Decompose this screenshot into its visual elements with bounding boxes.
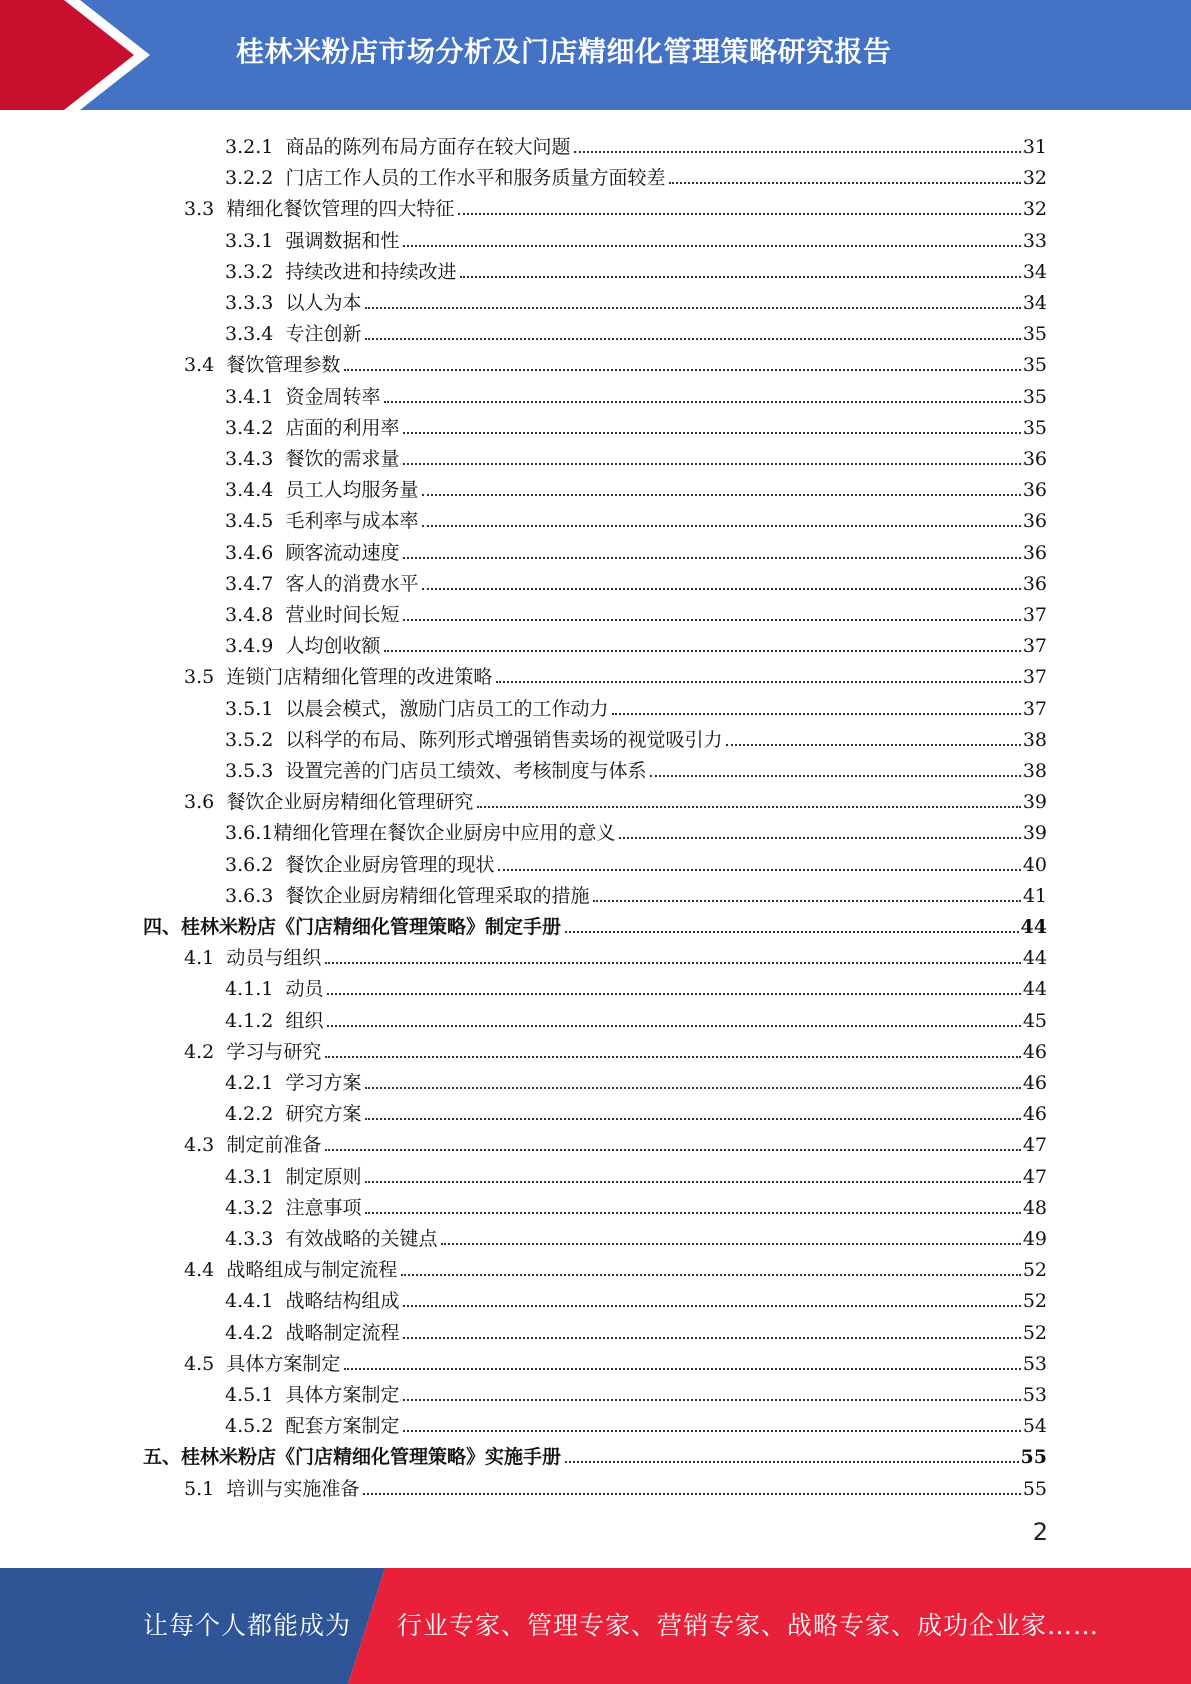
toc-entry[interactable] <box>0 439 1191 470</box>
toc-entry[interactable] <box>0 189 1191 220</box>
toc-entry[interactable] <box>0 158 1191 189</box>
toc-entry-title: 注意事项 <box>285 1196 362 1219</box>
toc-entry-title: 顾客流动速度 <box>285 541 400 564</box>
toc-entry[interactable] <box>0 1313 1191 1344</box>
header-banner <box>0 0 1191 110</box>
toc-entry[interactable] <box>0 845 1191 876</box>
toc-dot-leader <box>365 1181 1020 1183</box>
toc-entry-number: 3.5.1 <box>225 697 274 720</box>
toc-entry[interactable] <box>0 1125 1191 1156</box>
toc-entry-title: 学习与研究 <box>226 1040 322 1063</box>
document-title: 桂林米粉店市场分析及门店精细化管理策略研究报告 <box>236 35 892 68</box>
toc-dot-leader <box>669 182 1020 184</box>
page-number: 2 <box>1032 1518 1048 1546</box>
toc-entry-page: 36 <box>1022 541 1047 564</box>
toc-entry-number: 3.5 <box>184 666 215 689</box>
toc-entry[interactable] <box>0 1375 1191 1406</box>
toc-entry[interactable] <box>0 1001 1191 1032</box>
toc-entry-page: 35 <box>1022 416 1047 439</box>
toc-entry[interactable] <box>0 564 1191 595</box>
toc-entry-number: 3.4.5 <box>225 510 274 533</box>
toc-entry[interactable] <box>0 1188 1191 1219</box>
toc-dot-leader <box>565 931 1019 933</box>
toc-dot-leader <box>325 962 1020 964</box>
toc-entry-page: 38 <box>1022 760 1047 782</box>
toc-entry-page: 38 <box>1022 728 1047 751</box>
toc-entry[interactable] <box>0 221 1191 252</box>
toc-entry-title: 以科学的布局、陈列形式增强销售卖场的视觉吸引力 <box>285 728 723 751</box>
toc-dot-leader <box>403 557 1020 559</box>
toc-entry-number: 3.4 <box>184 354 215 377</box>
toc-entry-title: 具体方案制定 <box>285 1384 400 1406</box>
toc-dot-leader <box>460 276 1020 278</box>
toc-entry-number: 4.1 <box>184 947 215 970</box>
toc-dot-leader <box>403 245 1020 247</box>
toc-entry-page: 33 <box>1022 229 1047 252</box>
toc-entry-page: 32 <box>1022 198 1047 221</box>
toc-entry-title: 餐饮的需求量 <box>285 448 400 470</box>
toc-entry-page: 37 <box>1022 697 1047 720</box>
toc-dot-leader <box>344 369 1020 371</box>
toc-entry-title: 战略结构组成 <box>285 1290 400 1313</box>
toc-dot-leader <box>403 619 1020 621</box>
toc-entry-title: 餐饮企业厨房管理的现状 <box>285 853 495 876</box>
toc-dot-leader <box>498 869 1020 871</box>
toc-entry-title: 营业时间长短 <box>285 604 400 626</box>
toc-dot-leader <box>327 1025 1020 1027</box>
toc-entry-page: 53 <box>1022 1352 1047 1375</box>
toc-dot-leader <box>365 1212 1020 1214</box>
toc-entry[interactable] <box>0 657 1191 688</box>
toc-dot-leader <box>384 401 1020 403</box>
toc-entry-page: 44 <box>1020 916 1047 938</box>
toc-entry-title: 桂林米粉店《门店精细化管理策略》制定手册 <box>181 916 562 938</box>
toc-entry[interactable] <box>0 595 1191 626</box>
toc-entry[interactable] <box>0 782 1191 813</box>
toc-entry-number: 4.4 <box>184 1259 215 1282</box>
toc-entry-number: 3.4.2 <box>225 416 274 439</box>
toc-entry-page: 55 <box>1020 1446 1047 1469</box>
toc-entry-title: 精细化餐饮管理的四大特征 <box>226 198 455 221</box>
toc-entry-page: 40 <box>1022 853 1047 876</box>
toc-dot-leader <box>365 1118 1020 1120</box>
toc-entry-number: 3.4.8 <box>225 604 274 626</box>
toc-entry-title: 人均创收额 <box>285 635 381 658</box>
toc-entry-title: 毛利率与成本率 <box>285 510 419 533</box>
toc-entry-number: 3.3.2 <box>225 260 274 283</box>
footer-banner <box>0 1568 1191 1684</box>
toc-entry[interactable] <box>0 1157 1191 1188</box>
toc-entry-page: 44 <box>1022 947 1047 970</box>
toc-entry-number: 3.3 <box>184 198 215 221</box>
toc-entry-title: 强调数据和性 <box>285 229 400 252</box>
toc-entry-title: 店面的利用率 <box>285 416 400 439</box>
toc-entry-page: 53 <box>1022 1384 1047 1406</box>
toc-dot-leader <box>363 1493 1020 1495</box>
toc-entry-title: 制定前准备 <box>226 1134 322 1157</box>
toc-entry-number: 3.3.4 <box>225 323 274 346</box>
toc-dot-leader <box>422 525 1020 527</box>
toc-entry-page: 36 <box>1022 479 1047 502</box>
toc-entry-title: 学习方案 <box>285 1072 362 1094</box>
toc-entry-number: 4.3.3 <box>225 1228 274 1250</box>
toc-entry[interactable] <box>0 470 1191 501</box>
toc-entry-number: 3.4.1 <box>225 385 274 408</box>
toc-dot-leader <box>403 1430 1020 1432</box>
toc-entry-page: 49 <box>1022 1228 1047 1250</box>
toc-entry-number: 3.6 <box>184 791 215 814</box>
toc-entry-number: 4.1.2 <box>225 1009 274 1032</box>
toc-entry-title: 精细化管理在餐饮企业厨房中应用的意义 <box>273 822 616 845</box>
toc-entry-title: 动员与组织 <box>226 947 322 970</box>
toc-entry-number: 4.3 <box>184 1134 215 1157</box>
toc-entry-number: 3.4.9 <box>225 635 274 658</box>
toc-entry-title: 组织 <box>285 1009 324 1032</box>
toc-dot-leader <box>612 713 1020 715</box>
toc-dot-leader <box>344 1368 1020 1370</box>
toc-entry-title: 员工人均服务量 <box>285 479 419 502</box>
toc-dot-leader <box>565 1461 1019 1463</box>
toc-entry-page: 47 <box>1022 1134 1047 1157</box>
toc-entry[interactable] <box>0 1437 1191 1468</box>
toc-entry-page: 54 <box>1022 1415 1047 1438</box>
toc-entry-number: 4.3.2 <box>225 1196 274 1219</box>
toc-entry-title: 客人的消费水平 <box>285 572 419 595</box>
toc-entry-page: 46 <box>1022 1072 1047 1094</box>
toc-entry[interactable] <box>0 501 1191 532</box>
toc-entry-number: 3.3.1 <box>225 229 274 252</box>
toc-entry[interactable] <box>0 1469 1191 1500</box>
toc-entry-number: 4.1.1 <box>225 978 274 1001</box>
toc-dot-leader <box>365 307 1020 309</box>
toc-entry[interactable] <box>0 1281 1191 1312</box>
toc-entry[interactable] <box>0 1094 1191 1125</box>
toc-entry-page: 45 <box>1022 1009 1047 1032</box>
toc-entry-page: 35 <box>1022 354 1047 377</box>
toc-entry[interactable] <box>0 283 1191 314</box>
toc-entry-number: 4.2 <box>184 1040 215 1063</box>
toc-entry-title: 以晨会模式，激励门店员工的工作动力 <box>285 697 609 720</box>
toc-entry-number: 4.5.2 <box>225 1415 274 1438</box>
toc-entry-page: 41 <box>1022 884 1047 907</box>
toc-entry-number: 3.4.7 <box>225 572 274 595</box>
toc-dot-leader <box>365 338 1020 340</box>
toc-entry-page: 55 <box>1022 1477 1047 1500</box>
toc-entry[interactable] <box>0 408 1191 439</box>
toc-entry-number: 四、 <box>143 916 182 938</box>
toc-dot-leader <box>403 432 1020 434</box>
toc-entry[interactable] <box>0 938 1191 969</box>
toc-entry[interactable] <box>0 689 1191 720</box>
toc-entry-title: 研究方案 <box>285 1103 362 1126</box>
toc-entry-title: 餐饮管理参数 <box>226 354 341 377</box>
toc-entry-page: 36 <box>1022 572 1047 595</box>
toc-entry-page: 36 <box>1022 448 1047 470</box>
toc-entry-number: 3.2.1 <box>225 136 274 158</box>
toc-dot-leader <box>619 837 1020 839</box>
header-arrow-icon <box>0 0 160 110</box>
toc-entry-number: 4.5 <box>184 1352 215 1375</box>
toc-entry-page: 46 <box>1022 1040 1047 1063</box>
toc-entry-title: 持续改进和持续改进 <box>285 260 457 283</box>
toc-entry-number: 4.4.2 <box>225 1321 274 1344</box>
toc-entry-page: 35 <box>1022 385 1047 408</box>
toc-dot-leader <box>650 775 1020 777</box>
toc-entry-title: 商品的陈列布局方面存在较大问题 <box>285 136 571 158</box>
toc-entry-page: 44 <box>1022 978 1047 1001</box>
toc-entry[interactable] <box>0 1406 1191 1437</box>
toc-dot-leader <box>401 1274 1020 1276</box>
toc-dot-leader <box>403 1399 1020 1401</box>
toc-entry-number: 3.3.3 <box>225 292 274 314</box>
toc-dot-leader <box>403 1337 1020 1339</box>
toc-entry[interactable] <box>0 345 1191 376</box>
toc-entry-number: 4.2.2 <box>225 1103 274 1126</box>
toc-entry-page: 46 <box>1022 1103 1047 1126</box>
toc-entry-page: 32 <box>1022 167 1047 190</box>
toc-entry-title: 餐饮企业厨房精细化管理研究 <box>226 791 474 814</box>
toc-entry[interactable] <box>0 314 1191 345</box>
toc-dot-leader <box>422 494 1020 496</box>
toc-entry-title: 制定原则 <box>285 1165 362 1188</box>
toc-entry-title: 连锁门店精细化管理的改进策略 <box>226 666 493 689</box>
toc-dot-leader <box>325 1056 1020 1058</box>
toc-entry-page: 37 <box>1022 635 1047 658</box>
toc-entry-page: 37 <box>1022 604 1047 626</box>
toc-dot-leader <box>458 213 1020 215</box>
toc-dot-leader <box>441 1243 1020 1245</box>
toc-entry-number: 3.6.2 <box>225 853 274 876</box>
toc-entry[interactable] <box>0 252 1191 283</box>
toc-dot-leader <box>574 151 1020 153</box>
toc-dot-leader <box>384 650 1020 652</box>
toc-dot-leader <box>403 463 1020 465</box>
toc-entry[interactable] <box>0 1032 1191 1063</box>
toc-entry-number: 3.6.3 <box>225 884 274 907</box>
toc-entry[interactable] <box>0 813 1191 844</box>
toc-dot-leader <box>726 744 1020 746</box>
toc-entry-title: 资金周转率 <box>285 385 381 408</box>
toc-entry-number: 3.4.3 <box>225 448 274 470</box>
toc-entry[interactable] <box>0 533 1191 564</box>
toc-entry-title: 具体方案制定 <box>226 1352 341 1375</box>
toc-entry-number: 4.2.1 <box>225 1072 274 1094</box>
toc-entry[interactable] <box>0 907 1191 938</box>
toc-entry[interactable] <box>0 1063 1191 1094</box>
toc-entry[interactable] <box>0 751 1191 782</box>
toc-entry-number: 3.6.1 <box>225 822 274 845</box>
toc-entry-page: 52 <box>1022 1259 1047 1282</box>
toc-entry-page: 39 <box>1022 791 1047 814</box>
toc-entry-number: 3.5.2 <box>225 728 274 751</box>
toc-dot-leader <box>403 1305 1020 1307</box>
toc-entry-title: 有效战略的关键点 <box>285 1228 438 1250</box>
toc-entry[interactable] <box>0 1250 1191 1281</box>
toc-dot-leader <box>477 806 1020 808</box>
toc-entry[interactable] <box>0 626 1191 657</box>
toc-entry-page: 52 <box>1022 1290 1047 1313</box>
toc-entry[interactable] <box>0 969 1191 1000</box>
toc-entry-number: 3.5.3 <box>225 760 274 782</box>
toc-entry-number: 3.4.6 <box>225 541 274 564</box>
toc-entry[interactable] <box>0 127 1191 158</box>
toc-entry[interactable] <box>0 876 1191 907</box>
toc-entry-page: 52 <box>1022 1321 1047 1344</box>
toc-entry-page: 47 <box>1022 1165 1047 1188</box>
toc-entry-page: 35 <box>1022 323 1047 346</box>
toc-entry-number: 五、 <box>143 1446 182 1469</box>
toc-entry[interactable] <box>0 1344 1191 1375</box>
toc-entry-title: 餐饮企业厨房精细化管理采取的措施 <box>285 884 590 907</box>
toc-entry-number: 4.4.1 <box>225 1290 274 1313</box>
toc-entry[interactable] <box>0 720 1191 751</box>
toc-entry-title: 门店工作人员的工作水平和服务质量方面较差 <box>285 167 666 190</box>
toc-entry-title: 战略制定流程 <box>285 1321 400 1344</box>
footer-slogan-right: 行业专家、管理专家、营销专家、战略专家、成功企业家…… <box>397 1611 1100 1640</box>
toc-entry-number: 4.5.1 <box>225 1384 274 1406</box>
toc-entry-number: 4.3.1 <box>225 1165 274 1188</box>
toc-entry-number: 3.2.2 <box>225 167 274 190</box>
toc-dot-leader <box>422 588 1020 590</box>
toc-entry-page: 31 <box>1022 136 1047 158</box>
toc-entry-page: 37 <box>1022 666 1047 689</box>
footer-slogan-left: 让每个人都能成为 <box>143 1611 352 1640</box>
toc-entry[interactable] <box>0 1219 1191 1250</box>
toc-entry-title: 桂林米粉店《门店精细化管理策略》实施手册 <box>181 1446 562 1469</box>
toc-entry-number: 5.1 <box>184 1477 215 1500</box>
toc-entry-title: 以人为本 <box>285 292 362 314</box>
toc-entry-page: 48 <box>1022 1196 1047 1219</box>
toc-entry-page: 39 <box>1022 822 1047 845</box>
toc-entry-title: 设置完善的门店员工绩效、考核制度与体系 <box>285 760 647 782</box>
toc-dot-leader <box>365 1087 1020 1089</box>
toc-dot-leader <box>327 993 1020 995</box>
toc-entry[interactable] <box>0 377 1191 408</box>
toc-entry-title: 战略组成与制定流程 <box>226 1259 398 1282</box>
toc-entry-page: 34 <box>1022 292 1047 314</box>
toc-dot-leader <box>325 1149 1020 1151</box>
toc-entry-title: 培训与实施准备 <box>226 1477 360 1500</box>
toc-entry-title: 动员 <box>285 978 324 1001</box>
toc-entry-page: 34 <box>1022 260 1047 283</box>
toc-entry-number: 3.4.4 <box>225 479 274 502</box>
toc-entry-title: 专注创新 <box>285 323 362 346</box>
toc-dot-leader <box>496 681 1020 683</box>
toc-entry-title: 配套方案制定 <box>285 1415 400 1438</box>
toc-dot-leader <box>593 900 1020 902</box>
toc-entry-page: 36 <box>1022 510 1047 533</box>
